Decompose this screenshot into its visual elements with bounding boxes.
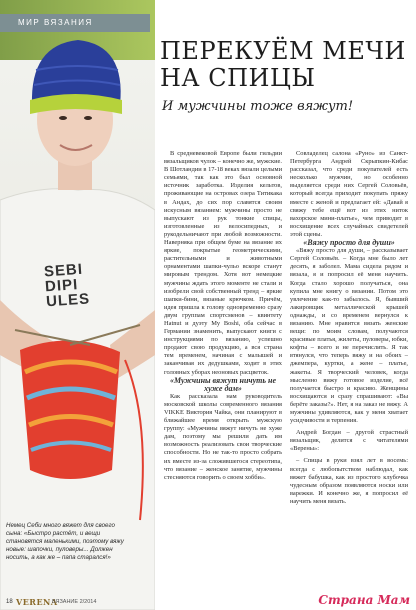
shirt-text-1: SEBI [43, 260, 84, 281]
watermark: Страна Мам [318, 593, 410, 607]
issue-label: ВЯЗАНИЕ 2/2014 [52, 599, 97, 605]
subheading: «Вяжу просто для души» [303, 238, 395, 248]
paragraph: «Вяжу просто для души, – рассказывает Сергей Соловьёв. – Когда мне было лет десять, я заболел. Мама сидела рядом и вязала, я и попросил её меня научить. Когда стало хорошо получаться, она купила мне книгу о вязании. Потом это увлечение как-то забылось. Я, бывший лакировщик металлической крышей однажды, и со временем вернулся к вязанию. Мне нравится вязать женские вещи: по моим словам, получаются красивые платья, жилеты, пуловеры, юбки, кофты – всего и не перечислить. Я так втянулся, что теперь вяжу и на обоих – джемпера, куртки, а жене – платье, жакеты. Я творческий человек, когда мысленно вижу готовое изделие, всё получается быстро и красиво. Женщины восхищаются и сразу спрашивают: «Вы берёте заказы?». Нет, я на заказ не вяжу. А мужчины удивляются, как у меня хватает усидчивости и терпения. [290, 247, 408, 425]
paragraph: Совладелец салона «Руно» из Санкт-Петербурга Андрей Скрыпкин-Кибас рассказал, что среди покупателей есть несколько мужчин, но особенно выделяется среди них Сергей Соловьёв, который всегда приходит покупать пряжу вместе с женой и предлагает ей: «Давай я свяжу тебе ещё вот из этих ниток вахорское мини-платье», чем приводит в восхищение всех случайных свидетелей этой сцены. [290, 150, 408, 238]
subheading: «Мужчины вяжут ничуть не хуже дам» [169, 375, 277, 393]
paragraph: – Спицы в руки взял лет в восемь: всегда с любопытством наблюдал, как вяжет бабушка, как из простого клубочка чудесным образом появляются носки или варежки. И конечно же, я попросил её научить меня вязать. [290, 457, 408, 505]
article-column-right [290, 150, 408, 506]
shirt-text-3: ULES [45, 290, 91, 311]
paragraph: Андрей Богдан – другой страстный вязальщик, делится с читателями «Верены»: [290, 429, 408, 453]
magazine-logo: VERENA [16, 597, 58, 607]
shirt-text-2: DIPI [44, 276, 79, 296]
article-column-left [164, 150, 282, 482]
photo-man-knitting [0, 0, 155, 610]
shirt-print [44, 260, 117, 310]
paragraph: В средневековой Европе были гильдии вязальщиков чулок – конечно же, мужские. В Шотландии в 17-18 веках вязали целыми семьями, так как это был основной источник заработка. Изделия кельтов, проживающие на островах озера Титикака в Андах, до сих пор славятся своим искусным вязанием: мужчины просто не выпускают из рук тонкие спицы, изготовленные из велосипедных, и рукодельничают при любой возможности. Наверняка при общем буме на вязание их яркие, покрытые геометрическими, растительными и животными орнаментами шапки-чульо вскоре станут мировым трендом. Хотя вот немецкие мужчины ждать этого моменте не стали и изобрели свой собственный тренд – яркие шапки-бини, вязаные крючком. Причём, идея пришла к голову одновременно сразу двум группам спортсменов – квинтету Hatnut и дуэту My Boshi, оба сейчас в Германии знаменить, выпускают книги с инструкциями по вязанию, успешно продают свою продукцию, а вся страна тем временем, начиная с малышей и заканчивая их дедушками, ходит в этих головных уборах неоновых расцветок. [164, 150, 282, 376]
paragraph: Как рассказала нам руководитель московской школы современного вязания VIKKE Виктория Чайка, они планируют в ближайшее время открыть мужскую группу: «Мужчины вяжут ничуть не хуже дам, поэтому мы решили дать им возможность реализовать свои творческие способности. Но не так-то просто собрать их вместе из-за сложившегося стереотипа, что вязание – женское занятие, мужчины стесняются говорить о своем хобби». [164, 392, 282, 481]
page-number: 18 [6, 599, 13, 605]
section-tag: МИР ВЯЗАНИЯ [0, 14, 150, 32]
photo-caption: Немец Себи много вяжет для своего сына: «Быстро растёт, и вещи становятся маленькими, поэтому вяжу новые: шапочки, пуловеры... Должен носить, а как же – папа старался!» [6, 522, 124, 561]
article-title: ПЕРЕКУЁМ МЕЧИ НА СПИЦЫ [160, 37, 406, 92]
article-subtitle: И мужчины тоже вяжут! [162, 99, 354, 114]
